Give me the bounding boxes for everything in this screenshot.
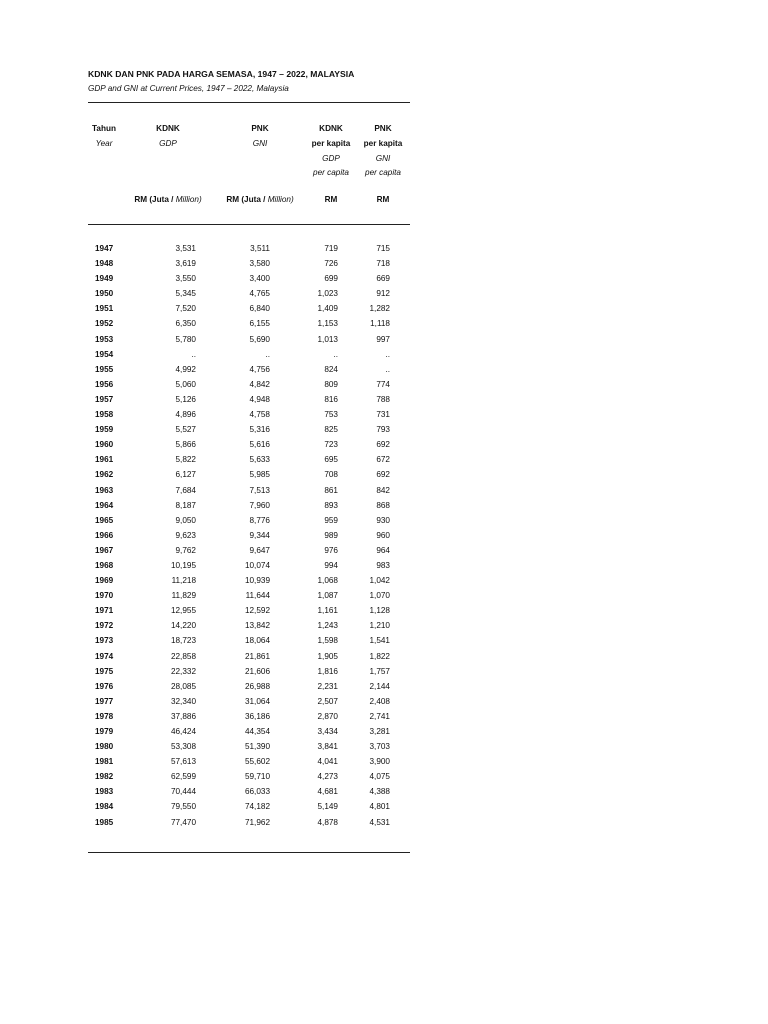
- table-row: [88, 529, 410, 544]
- gni-per-capita-cell: 1,210: [369, 621, 390, 631]
- table-row: [88, 770, 410, 785]
- gni-cell: 21,606: [244, 666, 270, 676]
- table-row: [88, 468, 410, 483]
- year-cell: 1973: [95, 636, 114, 646]
- year-cell: 1949: [95, 274, 114, 284]
- header-gni-unit: [220, 195, 300, 204]
- gdp-cell: 32,340: [170, 696, 196, 706]
- gdp-per-capita-cell: 726: [324, 259, 338, 269]
- table-body: [88, 242, 410, 831]
- gdp-cell: 5,780: [175, 334, 196, 344]
- header-gni-en: GNI: [252, 139, 268, 148]
- table-row: [88, 710, 410, 725]
- header-gdppc-en2: per capita: [313, 168, 349, 177]
- year-cell: 1956: [95, 379, 114, 389]
- gdp-cell: 7,684: [175, 485, 196, 495]
- gni-per-capita-cell: 997: [376, 334, 390, 344]
- gdp-per-capita-cell: 976: [324, 545, 338, 555]
- gdp-per-capita-cell: 1,087: [317, 591, 338, 601]
- gdp-cell: 5,866: [175, 440, 196, 450]
- gni-per-capita-cell: 669: [376, 274, 390, 284]
- gdp-per-capita-cell: ..: [333, 349, 338, 359]
- gdp-cell: 4,896: [175, 410, 196, 420]
- gdp-cell: 6,127: [175, 470, 196, 480]
- year-cell: 1979: [95, 727, 114, 736]
- gdp-per-capita-cell: 989: [324, 530, 338, 540]
- gdp-per-capita-cell: 699: [324, 274, 338, 284]
- gdp-per-capita-cell: 1,598: [317, 636, 338, 646]
- gdp-cell: 57,613: [170, 757, 196, 767]
- gni-per-capita-cell: 1,070: [369, 591, 390, 601]
- gdp-per-capita-cell: 753: [324, 410, 338, 420]
- year-cell: 1963: [95, 485, 114, 495]
- gni-per-capita-cell: 1,822: [369, 651, 390, 661]
- gni-cell: 55,602: [244, 757, 270, 767]
- year-cell: 1960: [95, 440, 114, 450]
- table-row: [88, 287, 410, 302]
- gdp-per-capita-cell: 3,841: [317, 742, 338, 752]
- gni-per-capita-cell: 692: [376, 440, 390, 450]
- gdp-cell: 11,829: [171, 591, 196, 601]
- gdp-cell: 4,992: [175, 364, 196, 374]
- gdp-cell: 11,218: [171, 576, 196, 586]
- gdp-per-capita-cell: 4,681: [317, 787, 338, 797]
- table-row: [88, 257, 410, 272]
- header-gnipc-en2: per capita: [365, 168, 401, 177]
- gdp-per-capita-cell: 1,161: [317, 606, 338, 616]
- year-cell: 1964: [95, 500, 114, 510]
- table-row: [88, 408, 410, 423]
- table-row: [88, 438, 410, 453]
- gni-cell: 4,948: [249, 394, 270, 404]
- gdp-per-capita-cell: 719: [324, 244, 338, 253]
- header-gdp-ms: KDNK: [156, 124, 180, 133]
- table-row: [88, 604, 410, 619]
- gdp-per-capita-cell: 824: [324, 364, 338, 374]
- gdp-per-capita-cell: 708: [324, 470, 338, 480]
- gni-per-capita-cell: 672: [376, 455, 390, 465]
- gni-per-capita-cell: 4,801: [369, 802, 390, 812]
- header-gni-unit-ms: RM (Juta /: [226, 195, 266, 204]
- year-cell: 1982: [95, 772, 114, 782]
- gdp-per-capita-cell: 861: [324, 485, 338, 495]
- gni-cell: 5,616: [249, 440, 270, 450]
- gni-per-capita-cell: 1,118: [370, 319, 390, 329]
- table-row: [88, 333, 410, 348]
- gni-per-capita-cell: 3,900: [369, 757, 390, 767]
- gni-cell: 3,400: [249, 274, 270, 284]
- year-cell: 1984: [95, 802, 114, 812]
- gdp-per-capita-cell: 4,041: [317, 757, 338, 767]
- gni-cell: 66,033: [244, 787, 270, 797]
- header-gnipc-ms1: PNK: [374, 124, 392, 133]
- gni-cell: 18,064: [244, 636, 270, 646]
- gdp-cell: 70,444: [170, 787, 196, 797]
- gni-per-capita-cell: 1,042: [369, 576, 390, 586]
- gdp-per-capita-cell: 4,878: [317, 817, 338, 827]
- table-row: [88, 559, 410, 574]
- table-row: [88, 695, 410, 710]
- gdp-cell: 6,350: [175, 319, 196, 329]
- gdp-per-capita-cell: 994: [324, 560, 338, 570]
- gdp-cell: 9,050: [175, 515, 196, 525]
- year-cell: 1952: [95, 319, 114, 329]
- gdp-per-capita-cell: 5,149: [317, 802, 338, 812]
- table-row: [88, 816, 410, 831]
- year-cell: 1972: [95, 621, 114, 631]
- table-row: [88, 619, 410, 634]
- gdp-per-capita-cell: 809: [324, 379, 338, 389]
- gdp-per-capita-cell: 695: [324, 455, 338, 465]
- table-row: [88, 499, 410, 514]
- gdp-cell: 7,520: [175, 304, 196, 314]
- top-rule: [88, 102, 410, 103]
- gdp-per-capita-cell: 1,153: [317, 319, 338, 329]
- header-gnipc-ms2: per kapita: [363, 139, 403, 148]
- gdp-cell: 46,424: [170, 727, 196, 736]
- gdp-per-capita-cell: 825: [324, 425, 338, 435]
- gdp-per-capita-cell: 1,409: [317, 304, 338, 314]
- gni-cell: 74,182: [244, 802, 270, 812]
- table-row: [88, 378, 410, 393]
- gni-per-capita-cell: 842: [376, 485, 390, 495]
- gni-cell: 10,939: [244, 576, 270, 586]
- gni-cell: 6,840: [249, 304, 270, 314]
- table-row: [88, 785, 410, 800]
- year-cell: 1980: [95, 742, 114, 752]
- gni-per-capita-cell: 2,741: [369, 711, 390, 721]
- gni-cell: 7,960: [249, 500, 270, 510]
- year-cell: 1961: [95, 455, 114, 465]
- gni-cell: 31,064: [244, 696, 270, 706]
- table-row: [88, 680, 410, 695]
- header-gdppc-ms2: per kapita: [311, 139, 351, 148]
- table-row: [88, 544, 410, 559]
- table-row: [88, 242, 410, 257]
- table-row: [88, 423, 410, 438]
- gni-cell: 13,842: [244, 621, 270, 631]
- year-cell: 1965: [95, 515, 114, 525]
- table-row: [88, 740, 410, 755]
- year-cell: 1966: [95, 530, 114, 540]
- gdp-per-capita-cell: 4,273: [317, 772, 338, 782]
- gni-per-capita-cell: 788: [376, 394, 390, 404]
- year-cell: 1970: [95, 591, 114, 601]
- year-cell: 1955: [95, 364, 114, 374]
- gni-cell: 5,633: [249, 455, 270, 465]
- table-row: [88, 665, 410, 680]
- table-row: [88, 589, 410, 604]
- gdp-cell: ..: [191, 349, 196, 359]
- gdp-cell: 3,550: [175, 274, 196, 284]
- gni-cell: 8,776: [249, 515, 270, 525]
- gni-per-capita-cell: 960: [376, 530, 390, 540]
- gdp-per-capita-cell: 1,905: [317, 651, 338, 661]
- gni-cell: 6,155: [249, 319, 270, 329]
- gni-per-capita-cell: 793: [376, 425, 390, 435]
- table-row: [88, 453, 410, 468]
- gni-per-capita-cell: 731: [376, 410, 390, 420]
- header-gdp-en: GDP: [159, 139, 177, 148]
- gdp-cell: 77,470: [170, 817, 196, 827]
- gni-per-capita-cell: 718: [376, 259, 390, 269]
- gdp-cell: 3,531: [175, 244, 196, 253]
- table-row: [88, 514, 410, 529]
- gdp-per-capita-cell: 816: [324, 394, 338, 404]
- gni-per-capita-cell: 3,703: [369, 742, 390, 752]
- gni-per-capita-cell: 774: [376, 379, 390, 389]
- table-row: [88, 272, 410, 287]
- table-row: [88, 348, 410, 363]
- year-cell: 1950: [95, 289, 114, 299]
- header-gdp-unit-en: Million): [175, 195, 202, 204]
- table-row: [88, 725, 410, 740]
- gni-per-capita-cell: 912: [376, 289, 390, 299]
- gdp-cell: 28,085: [170, 681, 196, 691]
- gni-cell: 9,647: [249, 545, 270, 555]
- gni-cell: 4,756: [249, 364, 270, 374]
- gni-cell: 21,861: [244, 651, 270, 661]
- year-cell: 1967: [95, 545, 114, 555]
- gdp-cell: 5,527: [175, 425, 196, 435]
- gni-per-capita-cell: 930: [376, 515, 390, 525]
- header-gnipc-en1: GNI: [375, 154, 391, 163]
- header-year-en: Year: [95, 139, 113, 148]
- gni-per-capita-cell: 1,541: [369, 636, 390, 646]
- gni-per-capita-cell: 1,128: [369, 606, 390, 616]
- gni-cell: 59,710: [244, 772, 270, 782]
- gdp-cell: 37,886: [170, 711, 196, 721]
- year-cell: 1981: [95, 757, 114, 767]
- gni-cell: 51,390: [244, 742, 270, 752]
- header-gdppc-unit: RM: [324, 195, 338, 204]
- gni-per-capita-cell: 715: [376, 244, 390, 253]
- header-rule: [88, 224, 410, 225]
- gni-cell: 3,580: [249, 259, 270, 269]
- gni-per-capita-cell: 4,531: [369, 817, 390, 827]
- gdp-per-capita-cell: 3,434: [317, 727, 338, 736]
- gni-cell: 26,988: [244, 681, 270, 691]
- gni-cell: 10,074: [244, 560, 270, 570]
- year-cell: 1974: [95, 651, 114, 661]
- table-row: [88, 800, 410, 815]
- gdp-per-capita-cell: 2,870: [317, 711, 338, 721]
- header-gdp-unit: [128, 195, 208, 204]
- gni-cell: 5,316: [249, 425, 270, 435]
- year-cell: 1976: [95, 681, 114, 691]
- gdp-cell: 53,308: [170, 742, 196, 752]
- year-cell: 1959: [95, 425, 114, 435]
- header-gdppc-ms1: KDNK: [319, 124, 343, 133]
- gdp-cell: 8,187: [175, 500, 196, 510]
- gdp-per-capita-cell: 1,816: [317, 666, 338, 676]
- table-row: [88, 317, 410, 332]
- gdp-per-capita-cell: 2,231: [317, 681, 338, 691]
- gni-per-capita-cell: ..: [385, 349, 390, 359]
- year-cell: 1983: [95, 787, 114, 797]
- gni-cell: 7,513: [249, 485, 270, 495]
- gni-per-capita-cell: 692: [376, 470, 390, 480]
- header-gdppc-en1: GDP: [322, 154, 340, 163]
- year-cell: 1985: [95, 817, 114, 827]
- gni-cell: 36,186: [244, 711, 270, 721]
- gni-per-capita-cell: 3,281: [369, 727, 390, 736]
- header-gni-ms: PNK: [251, 124, 269, 133]
- gdp-per-capita-cell: 1,243: [317, 621, 338, 631]
- table-row: [88, 574, 410, 589]
- gni-cell: 3,511: [250, 244, 270, 253]
- year-cell: 1978: [95, 711, 114, 721]
- gni-cell: 11,644: [245, 591, 270, 601]
- header-gnipc-unit: RM: [376, 195, 390, 204]
- year-cell: 1968: [95, 560, 114, 570]
- gdp-cell: 9,762: [175, 545, 196, 555]
- gni-per-capita-cell: 2,408: [369, 696, 390, 706]
- gni-cell: 71,962: [244, 817, 270, 827]
- table-title: KDNK DAN PNK PADA HARGA SEMASA, 1947 – 2022, MALAYSIA: [88, 69, 355, 79]
- year-cell: 1969: [95, 576, 114, 586]
- gdp-cell: 12,955: [170, 606, 196, 616]
- gdp-per-capita-cell: 959: [324, 515, 338, 525]
- year-cell: 1954: [95, 349, 114, 359]
- year-cell: 1977: [95, 696, 114, 706]
- gni-cell: 4,842: [249, 379, 270, 389]
- table-row: [88, 650, 410, 665]
- gdp-cell: 14,220: [170, 621, 196, 631]
- gdp-cell: 22,332: [170, 666, 196, 676]
- table-row: [88, 484, 410, 499]
- gdp-cell: 18,723: [170, 636, 196, 646]
- year-cell: 1962: [95, 470, 114, 480]
- gdp-cell: 5,822: [175, 455, 196, 465]
- table-row: [88, 393, 410, 408]
- bottom-rule: [88, 852, 410, 853]
- year-cell: 1948: [95, 259, 114, 269]
- gdp-cell: 9,623: [175, 530, 196, 540]
- year-cell: 1975: [95, 666, 114, 676]
- gdp-cell: 5,126: [175, 394, 196, 404]
- gdp-cell: 79,550: [170, 802, 196, 812]
- gdp-per-capita-cell: 723: [324, 440, 338, 450]
- year-cell: 1958: [95, 410, 114, 420]
- year-cell: 1947: [95, 244, 114, 253]
- year-cell: 1971: [95, 606, 114, 616]
- gni-per-capita-cell: 1,282: [369, 304, 390, 314]
- gni-cell: 5,690: [249, 334, 270, 344]
- gni-cell: 9,344: [249, 530, 270, 540]
- gni-per-capita-cell: ..: [385, 364, 390, 374]
- gni-cell: 4,758: [249, 410, 270, 420]
- header-gdp-unit-ms: RM (Juta /: [134, 195, 174, 204]
- gdp-per-capita-cell: 2,507: [317, 696, 338, 706]
- gdp-cell: 5,060: [175, 379, 196, 389]
- gni-per-capita-cell: 964: [376, 545, 390, 555]
- header-gni-unit-en: Million): [267, 195, 294, 204]
- gni-cell: 4,765: [249, 289, 270, 299]
- gni-per-capita-cell: 983: [376, 560, 390, 570]
- gdp-cell: 62,599: [170, 772, 196, 782]
- gni-cell: 44,354: [244, 727, 270, 736]
- gdp-per-capita-cell: 893: [324, 500, 338, 510]
- gni-cell: 12,592: [244, 606, 270, 616]
- gdp-cell: 10,195: [170, 560, 196, 570]
- gni-per-capita-cell: 868: [376, 500, 390, 510]
- gni-cell: 5,985: [249, 470, 270, 480]
- gni-per-capita-cell: 2,144: [369, 681, 390, 691]
- year-cell: 1951: [95, 304, 114, 314]
- gni-per-capita-cell: 1,757: [369, 666, 390, 676]
- table-row: [88, 363, 410, 378]
- header-year-ms: Tahun: [92, 124, 116, 133]
- year-cell: 1953: [95, 334, 114, 344]
- table-row: [88, 634, 410, 649]
- gdp-cell: 22,858: [170, 651, 196, 661]
- gdp-per-capita-cell: 1,013: [317, 334, 338, 344]
- gdp-cell: 5,345: [175, 289, 196, 299]
- table-row: [88, 302, 410, 317]
- gni-cell: ..: [265, 349, 270, 359]
- year-cell: 1957: [95, 394, 114, 404]
- gni-per-capita-cell: 4,388: [369, 787, 390, 797]
- gdp-per-capita-cell: 1,068: [317, 576, 338, 586]
- gdp-per-capita-cell: 1,023: [317, 289, 338, 299]
- gdp-cell: 3,619: [175, 259, 196, 269]
- table-subtitle: GDP and GNI at Current Prices, 1947 – 2022, Malaysia: [88, 84, 289, 93]
- gni-per-capita-cell: 4,075: [369, 772, 390, 782]
- table-row: [88, 755, 410, 770]
